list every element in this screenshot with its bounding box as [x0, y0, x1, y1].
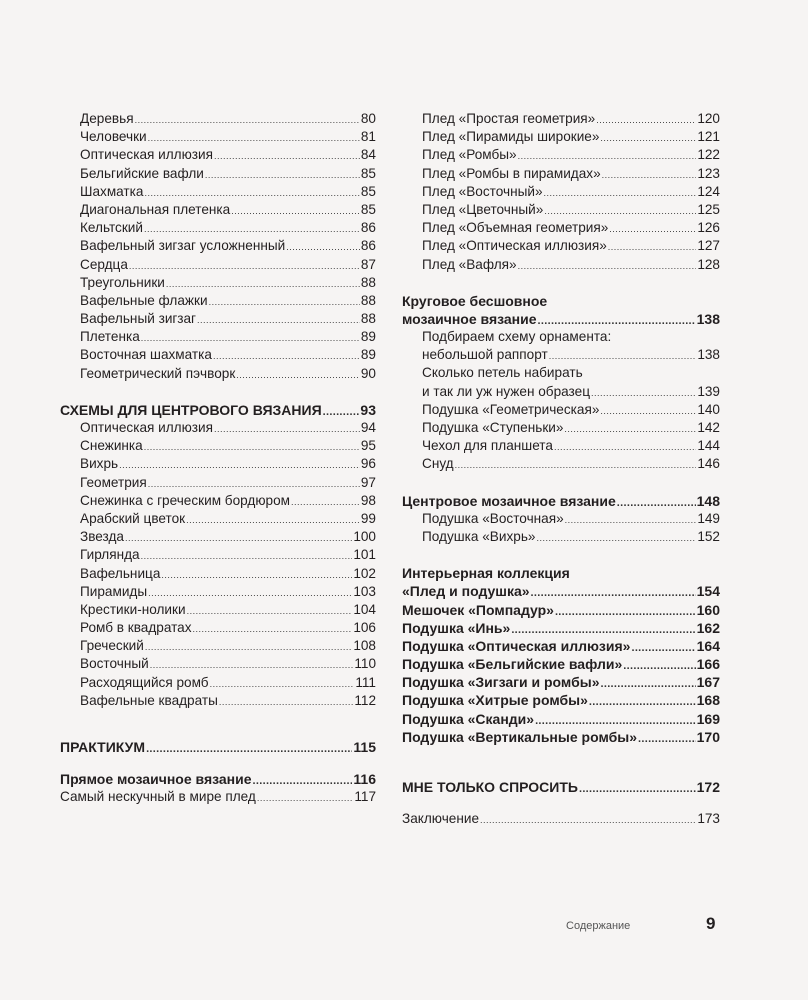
- toc-entry-title: Подушка «Инь»: [402, 619, 511, 636]
- toc-leader-dots: [144, 184, 359, 202]
- toc-section-circular[interactable]: мозаичное вязание ..... 138: [402, 310, 720, 328]
- toc-entry-title: Подушка «Геометрическая»: [422, 401, 600, 417]
- toc-entry[interactable]: [60, 492, 376, 510]
- toc-group-circular: [402, 401, 720, 474]
- toc-leader-dots: [554, 438, 696, 456]
- toc-entry-title: Геометрия: [80, 474, 147, 490]
- toc-section-ask[interactable]: МНЕ ТОЛЬКО СПРОСИТЬ ..... 172: [402, 778, 720, 796]
- toc-leader-dots: [219, 693, 353, 711]
- toc-entry-page: 142: [697, 420, 720, 435]
- toc-entry-page: 140: [697, 401, 720, 417]
- toc-entry-page: 162: [696, 619, 720, 636]
- toc-entry-title: Оптическая иллюзия: [80, 420, 213, 435]
- toc-entry-title: Восточный: [80, 656, 149, 672]
- toc-leader-dots: [231, 202, 360, 220]
- toc-entry[interactable]: [60, 619, 376, 637]
- toc-entry-title: Плед «Простая геометрия»: [422, 111, 596, 126]
- toc-section-center-schemes[interactable]: СХЕМЫ ДЛЯ ЦЕНТРОВОГО ВЯЗАНИЯ ..... 93: [60, 401, 376, 419]
- toc-entry-title: Диагональная плетенка: [80, 201, 231, 217]
- toc-leader-dots: [555, 603, 696, 621]
- toc-entry[interactable]: [60, 546, 376, 564]
- toc-entry-title: Подушка «Вертикальные ромбы»: [402, 728, 637, 745]
- toc-entry-page: 152: [697, 528, 720, 544]
- toc-entry-page: 144: [697, 438, 720, 454]
- toc-entry[interactable]: [60, 183, 376, 201]
- toc-entry-page: 97: [360, 474, 376, 490]
- toc-entry-wrap2[interactable]: и так ли уж нужен образец ..... 139: [402, 383, 720, 401]
- toc-entry-title: Греческий: [80, 638, 144, 654]
- toc-entry-page: 84: [360, 147, 376, 163]
- toc-leader-dots: [291, 493, 360, 511]
- toc-entry-page: 117: [354, 789, 376, 805]
- toc-leader-dots: [187, 602, 353, 620]
- toc-leader-dots: [148, 129, 360, 147]
- toc-leader-dots: [145, 638, 352, 656]
- toc-entry-wrap1-line1[interactable]: Подбираем схему орнамента:: [422, 329, 612, 345]
- toc-leader-dots: [600, 402, 696, 420]
- toc-entry-page: 94: [360, 420, 376, 435]
- toc-entry-page: 89: [360, 347, 376, 363]
- toc-entry-title: Вафельный зигзаг усложненный: [80, 238, 286, 254]
- toc-entry[interactable]: [60, 692, 376, 710]
- toc-leader-dots: [638, 730, 696, 748]
- toc-entry-page: 122: [697, 147, 720, 163]
- toc-leader-dots: [564, 420, 696, 438]
- toc-entry-title: Снежинка с греческим бордюром: [80, 492, 290, 508]
- toc-entry-title: Деревья: [80, 111, 134, 126]
- toc-entry-page: 98: [360, 492, 376, 508]
- toc-entry-title: Подушка «Оптическая иллюзия»: [402, 637, 631, 654]
- toc-section-straight-mosaic[interactable]: Прямое мозаичное вязание ..... 116: [60, 770, 376, 788]
- toc-group-pleds: [402, 110, 720, 274]
- toc-group-schemes-straight: [60, 110, 376, 383]
- toc-leader-dots: [197, 311, 360, 329]
- toc-entry[interactable]: [402, 510, 720, 528]
- toc-entry[interactable]: [402, 419, 720, 437]
- toc-entry-title: Подушка «Бельгийские вафли»: [402, 656, 623, 673]
- toc-entry-wrap2-line1[interactable]: Сколько петель набирать: [422, 365, 583, 381]
- toc-leader-dots: [602, 166, 697, 184]
- toc-entry-title: «Плед и подушка»: [402, 583, 530, 600]
- toc-entry-page: 112: [354, 692, 376, 708]
- toc-entry-title: Подушка «Ступеньки»: [422, 420, 564, 435]
- toc-entry[interactable]: [60, 528, 376, 546]
- toc-entry-title: Сердца: [80, 256, 128, 272]
- toc-leader-dots: [623, 657, 695, 675]
- toc-entry[interactable]: [402, 728, 720, 746]
- toc-entry[interactable]: [60, 274, 376, 292]
- toc-entry-page: 88: [360, 292, 376, 308]
- toc-entry-title: Звезда: [80, 529, 124, 545]
- toc-leader-dots: [209, 293, 360, 311]
- toc-entry-page: 111: [355, 674, 376, 690]
- toc-leader-dots: [193, 620, 353, 638]
- toc-leader-dots: [565, 511, 697, 529]
- toc-entry-page: 87: [360, 256, 376, 272]
- toc-entry-title: Ромб в квадратах: [80, 620, 192, 636]
- toc-entry[interactable]: [60, 365, 376, 383]
- toc-entry[interactable]: [60, 310, 376, 328]
- toc-group-interior: [402, 582, 720, 746]
- toc-entry-page: 160: [696, 601, 720, 618]
- toc-leader-dots: [531, 584, 696, 602]
- toc-entry-title: Вафельница: [80, 565, 161, 581]
- toc-leader-dots: [631, 639, 695, 657]
- toc-entry-page: 164: [696, 637, 720, 654]
- toc-entry-title: Вафельные квадраты: [80, 692, 218, 708]
- toc-entry[interactable]: [60, 474, 376, 492]
- toc-entry[interactable]: [402, 256, 720, 274]
- toc-entry-title: Подушка «Зигзаги и ромбы»: [402, 674, 600, 691]
- toc-entry[interactable]: [402, 528, 720, 546]
- toc-entry[interactable]: [60, 674, 376, 692]
- toc-entry[interactable]: [402, 601, 720, 619]
- toc-entry-page: 88: [360, 311, 376, 327]
- toc-entry-title: Плед «Вафля»: [422, 256, 517, 272]
- toc-entry-title: Плетенка: [80, 329, 140, 345]
- toc-entry-title: Плед «Объемная геометрия»: [422, 220, 609, 236]
- toc-entry-title: Кельтский: [80, 220, 143, 236]
- toc-entry[interactable]: [60, 788, 376, 806]
- toc-entry-page: 149: [697, 510, 720, 526]
- toc-group-straight-mosaic: [60, 788, 376, 806]
- toc-leader-dots: [129, 257, 360, 275]
- toc-leader-dots: [210, 675, 355, 693]
- toc-leader-dots: [150, 656, 354, 674]
- toc-entry-title: Подушка «Сканди»: [402, 710, 535, 727]
- toc-entry-title: Плед «Ромбы в пирамидах»: [422, 165, 601, 181]
- toc-leader-dots: [214, 147, 360, 165]
- toc-entry-title: Оптическая иллюзия: [80, 147, 213, 163]
- toc-leader-dots: [536, 529, 696, 547]
- toc-entry[interactable]: [60, 655, 376, 673]
- toc-leader-dots: [608, 238, 697, 256]
- toc-entry-page: 106: [353, 620, 376, 636]
- toc-entry[interactable]: [60, 165, 376, 183]
- toc-entry-page: 167: [696, 674, 720, 691]
- toc-leader-dots: [119, 456, 360, 474]
- toc-entry-page: 128: [697, 256, 720, 272]
- toc-entry[interactable]: [402, 455, 720, 473]
- toc-entry-title: Снуд: [422, 456, 454, 472]
- toc-entry-title: Вихрь: [80, 456, 119, 472]
- toc-leader-dots: [144, 220, 360, 238]
- toc-entry-page: 124: [697, 183, 720, 199]
- toc-leader-dots: [600, 129, 696, 147]
- toc-section-praktikum[interactable]: ПРАКТИКУМ ..... 115: [60, 738, 376, 756]
- toc-entry[interactable]: [60, 201, 376, 219]
- toc-leader-dots: [141, 329, 360, 347]
- toc-leader-dots: [596, 111, 696, 129]
- toc-entry-title: Плед «Пирамиды широкие»: [422, 129, 600, 145]
- toc-entry[interactable]: [60, 510, 376, 528]
- toc-entry-title: Подушка «Восточная»: [422, 510, 564, 526]
- toc-entry-title: Шахматка: [80, 183, 144, 199]
- toc-entry-page: 120: [697, 111, 720, 126]
- toc-entry[interactable]: [402, 401, 720, 419]
- toc-entry[interactable]: [402, 582, 720, 600]
- toc-entry[interactable]: [60, 328, 376, 346]
- toc-entry-title: Расходящийся ромб: [80, 674, 209, 690]
- toc-entry-page: 85: [360, 201, 376, 217]
- toc-leader-dots: [518, 147, 697, 165]
- toc-leader-dots: [600, 675, 695, 693]
- toc-entry[interactable]: [402, 655, 720, 673]
- footer-section-label: Содержание: [566, 920, 631, 932]
- toc-entry-page: 89: [360, 329, 376, 345]
- toc-entry[interactable]: [402, 146, 720, 164]
- toc-entry-title: Плед «Восточный»: [422, 183, 543, 199]
- toc-entry-page: 103: [353, 583, 376, 599]
- toc-group-center-mosaic: [402, 510, 720, 546]
- toc-entry[interactable]: [60, 583, 376, 601]
- toc-leader-dots: [455, 456, 697, 474]
- toc-entry[interactable]: [60, 110, 376, 128]
- toc-entry-title: Плед «Цветочный»: [422, 201, 544, 217]
- toc-leader-dots: [135, 111, 360, 129]
- toc-leader-dots: [214, 420, 360, 438]
- toc-entry[interactable]: [60, 128, 376, 146]
- toc-leader-dots: [544, 184, 697, 202]
- toc-entry-page: 170: [696, 728, 720, 745]
- toc-entry-title: Мешочек «Помпадур»: [402, 601, 554, 618]
- toc-leader-dots: [186, 511, 360, 529]
- toc-entry[interactable]: [402, 201, 720, 219]
- toc-entry-title: Пирамиды: [80, 583, 148, 599]
- toc-section-circular-line1[interactable]: Круговое бесшовное: [402, 292, 548, 309]
- toc-leader-dots: [144, 438, 360, 456]
- toc-entry-title: Бельгийские вафли: [80, 165, 204, 181]
- toc-group-schemes-center: [60, 419, 376, 710]
- page-number: 9: [706, 914, 716, 933]
- toc-entry-title: Плед «Ромбы»: [422, 147, 517, 163]
- toc-entry-title: Подушка «Хитрые ромбы»: [402, 692, 588, 709]
- toc-entry-title: Человечки: [80, 129, 147, 145]
- toc-entry-title: Снежинка: [80, 438, 143, 454]
- toc-entry-page: 108: [353, 638, 376, 654]
- toc-entry-page: 86: [360, 220, 376, 236]
- toc-entry-page: 96: [360, 456, 376, 472]
- toc-left-column: [60, 110, 376, 807]
- toc-entry-title: Геометрический пэчворк: [80, 365, 236, 381]
- toc-leader-dots: [148, 475, 360, 493]
- toc-entry-page: 146: [697, 456, 720, 472]
- toc-entry-title: Крестики-нолики: [80, 601, 186, 617]
- toc-entry-title: Подушка «Вихрь»: [422, 528, 536, 544]
- toc-entry-page: 169: [696, 710, 720, 727]
- toc-section-conclusion[interactable]: Заключение ..... 173: [402, 810, 720, 828]
- toc-leader-dots: [125, 529, 352, 547]
- toc-entry[interactable]: [402, 710, 720, 728]
- toc-entry[interactable]: [60, 565, 376, 583]
- toc-entry[interactable]: [60, 146, 376, 164]
- toc-entry-page: 86: [360, 238, 376, 254]
- toc-leader-dots: [236, 366, 360, 384]
- toc-entry[interactable]: [402, 183, 720, 201]
- toc-entry[interactable]: [402, 673, 720, 691]
- toc-entry-page: 127: [697, 238, 720, 254]
- toc-entry[interactable]: [60, 437, 376, 455]
- toc-section-interior-line1[interactable]: Интерьерная коллекция: [402, 565, 570, 582]
- toc-entry-title: Чехол для планшета: [422, 438, 553, 454]
- toc-entry[interactable]: [402, 219, 720, 237]
- toc-entry[interactable]: [402, 637, 720, 655]
- toc-leader-dots: [148, 584, 352, 602]
- toc-entry-page: 166: [696, 656, 720, 673]
- toc-entry[interactable]: [402, 237, 720, 255]
- toc-entry[interactable]: [60, 601, 376, 619]
- toc-entry-page: 100: [353, 529, 376, 545]
- toc-entry-title: Восточная шахматка: [80, 347, 212, 363]
- toc-right-column: [402, 110, 720, 828]
- toc-entry[interactable]: [402, 110, 720, 128]
- toc-leader-dots: [141, 547, 353, 565]
- toc-entry-title: Гирлянда: [80, 547, 140, 563]
- toc-section-center-mosaic[interactable]: Центровое мозаичное вязание ..... 148: [402, 492, 720, 510]
- toc-leader-dots: [166, 275, 360, 293]
- toc-entry-page: 80: [360, 111, 376, 126]
- toc-leader-dots: [213, 347, 360, 365]
- toc-entry-page: 154: [696, 583, 720, 600]
- toc-entry-page: 102: [353, 565, 376, 581]
- toc-entry[interactable]: [402, 165, 720, 183]
- toc-entry-page: 123: [697, 165, 720, 181]
- toc-leader-dots: [257, 789, 353, 807]
- toc-leader-dots: [161, 566, 352, 584]
- toc-entry[interactable]: [60, 292, 376, 310]
- toc-entry-page: 110: [354, 656, 376, 672]
- toc-leader-dots: [609, 220, 696, 238]
- toc-leader-dots: [589, 693, 696, 711]
- toc-entry-page: 81: [360, 129, 376, 145]
- toc-entry[interactable]: [60, 346, 376, 364]
- toc-entry-page: 85: [360, 165, 376, 181]
- toc-entry[interactable]: [402, 128, 720, 146]
- toc-entry[interactable]: [60, 637, 376, 655]
- toc-leader-dots: [205, 166, 360, 184]
- toc-entry-wrap1[interactable]: небольшой раппорт ..... 138: [402, 346, 720, 364]
- toc-entry[interactable]: [60, 419, 376, 437]
- toc-entry[interactable]: [60, 455, 376, 473]
- toc-entry-page: 88: [360, 274, 376, 290]
- toc-entry-title: Вафельный зигзаг: [80, 311, 196, 327]
- toc-entry-page: 126: [697, 220, 720, 236]
- toc-entry-title: Плед «Оптическая иллюзия»: [422, 238, 607, 254]
- toc-entry[interactable]: [402, 437, 720, 455]
- toc-entry-page: 99: [360, 510, 376, 526]
- toc-entry[interactable]: [402, 691, 720, 709]
- toc-entry-page: 101: [353, 547, 376, 563]
- toc-leader-dots: [544, 202, 696, 220]
- toc-entry-title: Треугольники: [80, 274, 165, 290]
- toc-entry-title: Арабский цветок: [80, 510, 186, 526]
- toc-entry[interactable]: [60, 219, 376, 237]
- toc-leader-dots: [286, 238, 360, 256]
- toc-entry-page: 90: [360, 365, 376, 381]
- toc-entry[interactable]: [402, 619, 720, 637]
- toc-entry-page: 85: [360, 183, 376, 199]
- toc-entry-page: 168: [696, 692, 720, 709]
- toc-entry-title: Вафельные флажки: [80, 292, 208, 308]
- toc-entry-title: Самый нескучный в мире плед: [60, 789, 256, 805]
- toc-entry[interactable]: [60, 237, 376, 255]
- toc-entry-page: 104: [353, 601, 376, 617]
- toc-entry[interactable]: [60, 256, 376, 274]
- toc-entry-page: 125: [697, 201, 720, 217]
- toc-leader-dots: [518, 257, 697, 275]
- toc-entry-page: 121: [697, 129, 720, 145]
- toc-entry-page: 95: [360, 438, 376, 454]
